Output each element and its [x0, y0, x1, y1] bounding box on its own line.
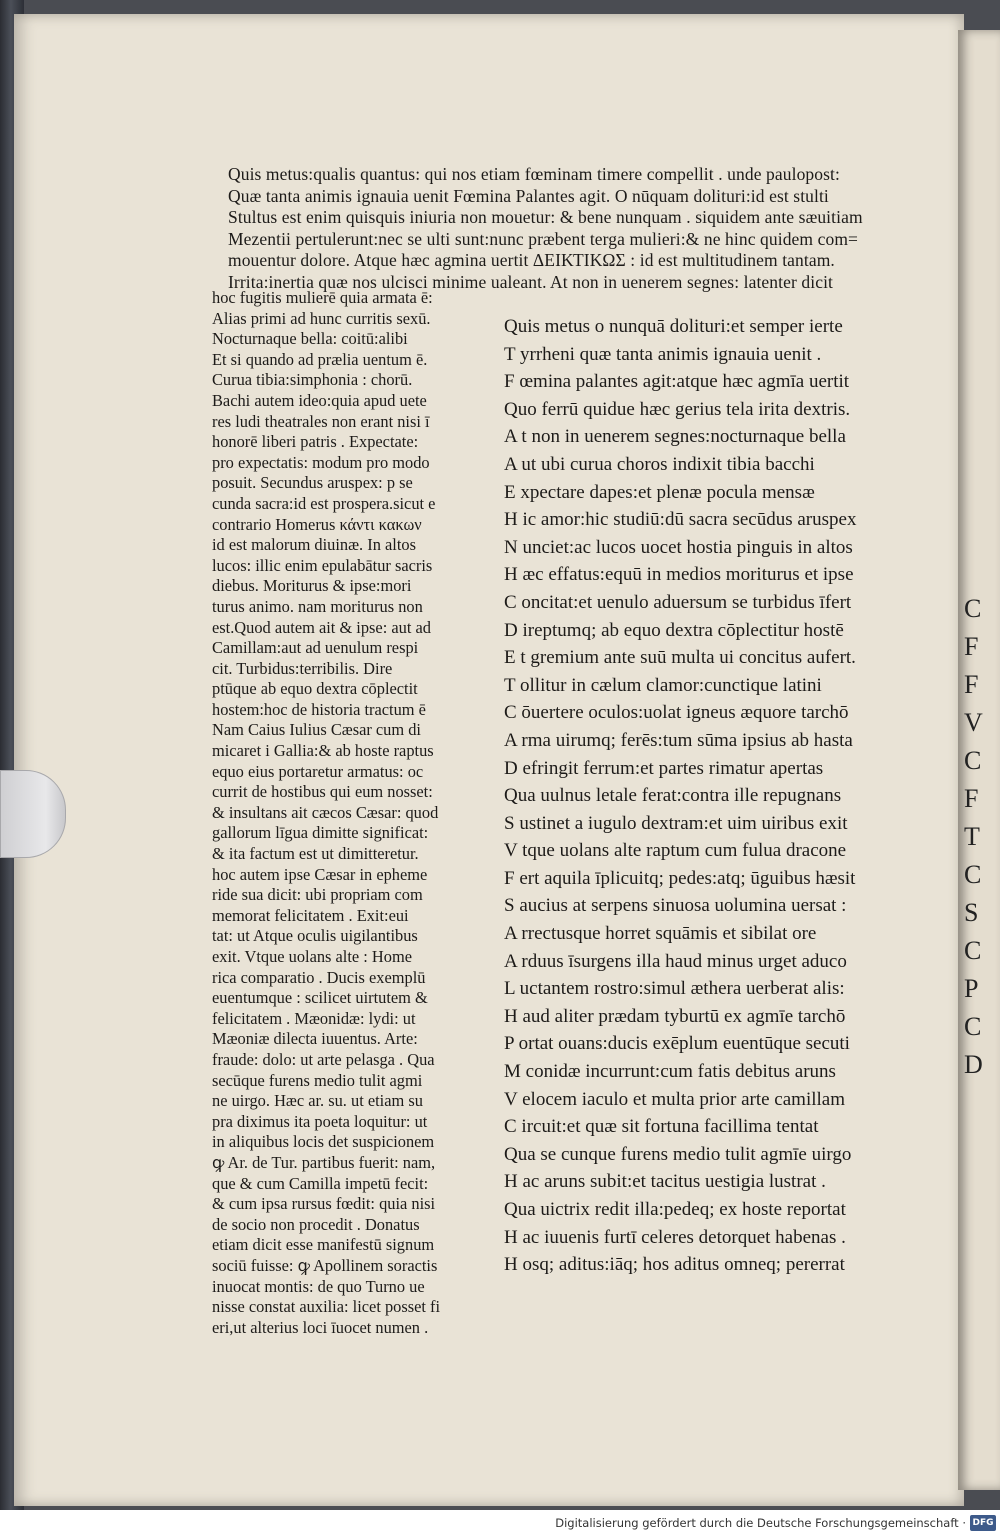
commentary-line: etiam dicit esse manifestū signum: [212, 1235, 435, 1255]
verse-line: A rma uirumq; ferēs:tum sūma ipsius ab hasta: [504, 729, 853, 751]
dfg-logo-icon: DFG: [970, 1515, 996, 1531]
commentary-line: Nam Caius Iulius Cæsar cum di: [212, 720, 421, 740]
verse-line: P ortat ouans:ducis exēplum euentūque secuti: [504, 1033, 850, 1055]
commentary-line: Camillam:aut ad uenulum respi: [212, 638, 419, 658]
facing-initial: C: [964, 936, 982, 965]
commentary-line: lucos: illic enim epulabātur sacris: [212, 555, 433, 575]
verse-line: A rrectusque horret squāmis et sibilat ore: [504, 923, 817, 945]
verse-line: E xpectare dapes:et plenæ pocula mensæ: [504, 481, 815, 503]
digitization-footer: [0, 1510, 1000, 1538]
verse-line: H osq; aditus:iāq; hos aditus omneq; pererrat: [504, 1254, 845, 1276]
verse-line: A t non in uenerem segnes:nocturnaque bella: [504, 426, 846, 448]
verse-line: H æc effatus:equū in medios moriturus et ipse: [504, 564, 854, 586]
verse-line: V elocem iaculo et multa prior arte camillam: [504, 1088, 845, 1110]
facing-initial: F: [964, 784, 979, 813]
commentary-line: contrario Homerus κάντι κακων: [212, 514, 422, 534]
commentary-line: felicitatem . Mæonidæ: lydi: ut: [212, 1008, 416, 1028]
verse-line: Qua uulnus letale ferat:contra ille repugnans: [504, 785, 842, 807]
facing-initial: C: [964, 860, 982, 889]
commentary-line: eri,ut alterius loci īuocet numen .: [212, 1317, 429, 1337]
verse-line: S ustinet a iugulo dextram:et uim uiribus exit: [504, 812, 848, 834]
verse-line: C ōuertere oculos:uolat igneus æquore tarchō: [504, 702, 849, 724]
commentary-line: gallorum līgua dimitte significat:: [212, 823, 429, 843]
verse-line: A rduus īsurgens illa haud minus urget aduco: [504, 950, 847, 972]
facing-initial: P: [964, 974, 979, 1003]
commentary-line: euentumque : scilicet uirtutem &: [212, 988, 428, 1008]
facing-initial: F: [964, 670, 979, 699]
commentary-line: diebus. Moriturus & ipse:mori: [212, 576, 412, 596]
commentary-line: ꝙ Ar. de Tur. partibus fuerit: nam,: [212, 1152, 436, 1172]
commentary-line: Et si quando ad prælia uentum ē.: [212, 349, 428, 369]
verse-line: D efringit ferrum:et partes rimatur apertas: [504, 757, 824, 779]
commentary-header-line: Stultus est enim quisquis iniuria non mouetur: & bene nunquam . siquidem ante sæuitiam: [228, 207, 863, 227]
commentary-line: rica comparatio . Ducis exemplū: [212, 967, 426, 987]
facing-initial: S: [964, 898, 979, 927]
facing-page-edge: [958, 30, 1000, 1490]
facing-initial: V: [964, 708, 983, 737]
verse-line: E t gremium ante suū multa ui concitus aufert.: [504, 647, 856, 669]
commentary-line: & ita factum est ut dimitteretur.: [212, 844, 419, 864]
verse-line: H ac aruns subit:et tacitus uestigia lustrat .: [504, 1171, 826, 1193]
commentary-line: micaret i Gallia:& ab hoste raptus: [212, 741, 434, 761]
commentary-header-line: mouentur dolore. Atque hæc agmina uertit ΔΕΙΚΤΙΚΩΣ : id est multitudinem tantam.: [228, 250, 835, 270]
commentary-line: nisse constat auxilia: licet posset fi: [212, 1297, 441, 1317]
commentary-line: ride sua dicit: ubi propriam com: [212, 885, 423, 905]
commentary-line: Nocturnaque bella: coitū:alibi: [212, 329, 408, 349]
facing-initial: C: [964, 1012, 982, 1041]
verse-line: H ac iuuenis furtī celeres detorquet habenas .: [504, 1226, 846, 1248]
commentary-header-line: Irrita:inertia quæ nos ulcisci minime ualeant. At non in uenerem segnes: latenter dicit: [228, 271, 833, 292]
commentary-line: cit. Turbidus:terribilis. Dire: [212, 658, 393, 678]
commentary-line: hoc autem ipse Cæsar in epheme: [212, 864, 428, 884]
commentary-header-line: Mezentii pertulerunt:nec se ulti sunt:nunc præbent terga mulieri:& ne hinc quidem com=: [228, 228, 859, 249]
facing-page-initials: [964, 590, 983, 1084]
commentary-line: hoc fugitis mulierē quia armata ē:: [212, 288, 433, 307]
commentary-line: currit de hostibus qui eum nosset:: [212, 782, 433, 802]
commentary-line: de socio non procedit . Donatus: [212, 1214, 420, 1234]
commentary-line: turus animo. nam moriturus non: [212, 596, 423, 616]
verse-line: D ireptumq; ab equo dextra cōplectitur hostē: [504, 619, 844, 641]
commentary-line: que & cum Camilla impetū fecit:: [212, 1173, 429, 1193]
facing-initial: F: [964, 632, 979, 661]
commentary-line: & cum ipsa rursus fœdit: quia nisi: [212, 1194, 436, 1214]
commentary-line: ptūque ab equo dextra cōplectit: [212, 679, 418, 699]
commentary-line: Mæoniæ dilecta iuuentus. Arte:: [212, 1029, 418, 1049]
commentary-line: ne uirgo. Hæc ar. su. ut etiam su: [212, 1091, 423, 1111]
footer-credit: Digitalisierung gefördert durch die Deutsche Forschungsgemeinschaft ·: [555, 1516, 966, 1530]
facing-initial: C: [964, 594, 982, 623]
commentary-line: & insultans ait cæcos Cæsar: quod: [212, 802, 439, 822]
commentary-line: Alias primi ad hunc curritis sexū.: [212, 308, 431, 328]
commentary-header-line: Quis metus:qualis quantus: qui nos etiam fœminam timere compellit . unde paulopost:: [228, 164, 840, 184]
facing-initial: D: [964, 1050, 983, 1079]
commentary-line: est.Quod autem ait & ipse: aut ad: [212, 617, 431, 637]
verse-line: N unciet:ac lucos uocet hostia pinguis in altos: [504, 536, 853, 558]
verse-column: [504, 313, 944, 1279]
verse-line: T yrrheni quæ tanta animis ignauia uenit .: [504, 343, 822, 365]
verse-line: Quo ferrū quidue hæc gerius tela irita dextris.: [504, 398, 851, 420]
commentary-line: Bachi autem ideo:quia apud uete: [212, 390, 427, 410]
commentary-line: in aliquibus locis det suspicionem: [212, 1132, 435, 1152]
commentary-line: honorē liberi patris . Expectate:: [212, 432, 419, 452]
commentary-line: cunda sacra:id est prospera.sicut e: [212, 493, 436, 513]
commentary-line: res ludi theatrales non erant nisi ī: [212, 411, 430, 431]
commentary-line: exit. Vtque uolans alte : Home: [212, 947, 412, 966]
commentary-line: sociū fuisse: ꝙ Apollinem soractis: [212, 1255, 438, 1275]
commentary-line: fraude: dolo: ut arte pelasga . Qua: [212, 1049, 435, 1069]
commentary-line: secūque furens medio tulit agmi: [212, 1070, 423, 1090]
facing-initial: C: [964, 746, 982, 775]
commentary-line: inuocat montis: de quo Turno ue: [212, 1276, 425, 1296]
facing-initial: T: [964, 822, 980, 851]
commentary-header-line: Quæ tanta animis ignauia uenit Fœmina Palantes agit. O nūquam dolituri:id est stulti: [228, 185, 829, 206]
verse-line: Qua se cunque furens medio tulit agmīe uirgo: [504, 1143, 852, 1165]
commentary-line: posuit. Secundus aruspex: p se: [212, 473, 413, 493]
verse-line: F œmina palantes agit:atque hæc agmīa uertit: [504, 371, 850, 393]
verse-line: H aud aliter prædam tyburtū ex agmīe tarchō: [504, 1005, 846, 1027]
verse-line: L uctantem rostro:simul æthera uerberat alis:: [504, 978, 845, 1000]
verse-line: Quis metus o nunquā dolituri:et semper ierte: [504, 316, 843, 337]
verse-line: C oncitat:et uenulo aduersum se turbidus īfert: [504, 591, 852, 613]
commentary-header-block: [228, 164, 948, 293]
verse-line: T ollitur in cælum clamor:cunctique latini: [504, 674, 822, 696]
verse-line: M conidæ incurrunt:cum fatis debitus aruns: [504, 1061, 836, 1083]
verse-line: S aucius at serpens sinuosa uolumina uersat :: [504, 895, 847, 917]
verse-line: Qua uictrix redit illa:pedeq; ex hoste reportat: [504, 1199, 846, 1220]
commentary-line: memorat felicitatem . Exit:eui: [212, 905, 409, 925]
commentary-line: equo eius portaretur armatus: oc: [212, 761, 424, 781]
verse-line: F ert aquila īplicuitq; pedes:atq; ūguibus hæsit: [504, 867, 856, 889]
verse-line: H ic amor:hic studiū:dū sacra secūdus aruspex: [504, 509, 857, 531]
commentary-line: tat: ut Atque oculis uigilantibus: [212, 926, 418, 946]
commentary-line: id est malorum diuinæ. In altos: [212, 535, 416, 555]
commentary-line: Curua tibia:simphonia : chorū.: [212, 370, 413, 390]
commentary-column: [212, 288, 494, 1338]
commentary-line: hostem:hoc de historia tractum ē: [212, 699, 426, 719]
commentary-line: pra diximus ita poeta loquitur: ut: [212, 1111, 428, 1131]
verse-line: A ut ubi curua choros indixit tibia bacchi: [504, 453, 815, 475]
verse-line: V tque uolans alte raptum cum fulua dracone: [504, 840, 847, 862]
verse-line: C ircuit:et quæ sit fortuna facillima tentat: [504, 1116, 819, 1138]
commentary-line: pro expectatis: modum pro modo: [212, 452, 430, 472]
